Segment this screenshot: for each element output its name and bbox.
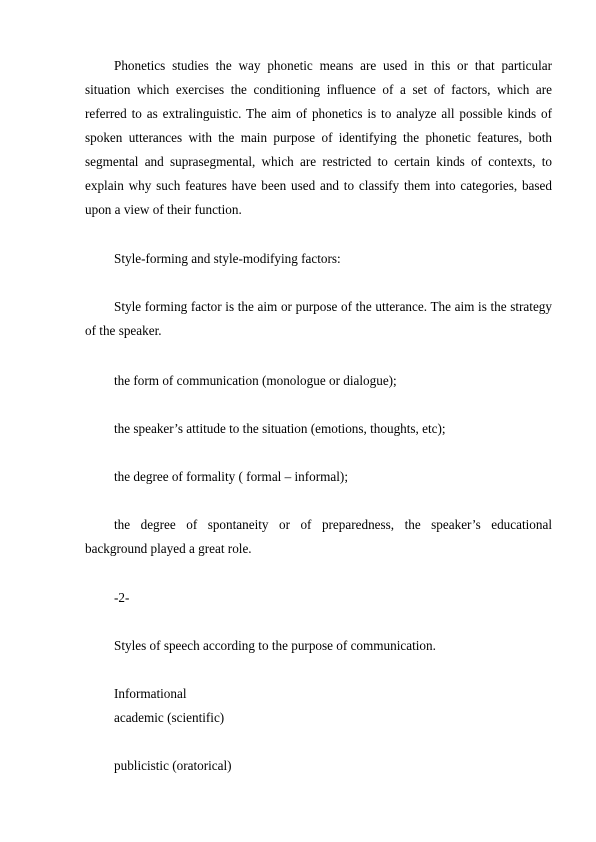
paragraph-degree-of-spontaneity: the degree of spontaneity or of preparedness, the speaker’s educational background played a great role. xyxy=(85,517,552,556)
paragraph-publicistic: publicistic (oratorical) xyxy=(114,758,232,773)
paragraph-style-factors-heading: Style-forming and style-modifying factors: xyxy=(114,251,341,266)
paragraph-speaker-attitude: the speaker’s attitude to the situation (emotions, thoughts, etc); xyxy=(114,421,446,436)
paragraph-academic: academic (scientific) xyxy=(114,710,225,725)
paragraph-form-of-communication: the form of communication (monologue or dialogue); xyxy=(114,373,397,388)
paragraph-style-forming-factor: Style forming factor is the aim or purpose of the utterance. The aim is the strategy of the speaker. xyxy=(85,299,552,338)
paragraph-styles-of-speech: Styles of speech according to the purpose of communication. xyxy=(114,638,436,653)
page-number: -2- xyxy=(114,590,130,605)
paragraph-phonetics-intro: Phonetics studies the way phonetic means are used in this or that particular situation which exercises the conditioning influence of a set of factors, which are referred to as extralinguistic. The aim of phonetics is to analyze all possible kinds of spoken utterances with the main purpose of identifying the phonetic features, both segmental and suprasegmental, which are restricted to certain kinds of contexts, to explain why such features have been used and to classify them into categories, based upon a view of their function. xyxy=(85,58,552,217)
paragraph-degree-of-formality: the degree of formality ( formal – informal); xyxy=(114,469,348,484)
paragraph-informational: Informational xyxy=(114,686,187,701)
